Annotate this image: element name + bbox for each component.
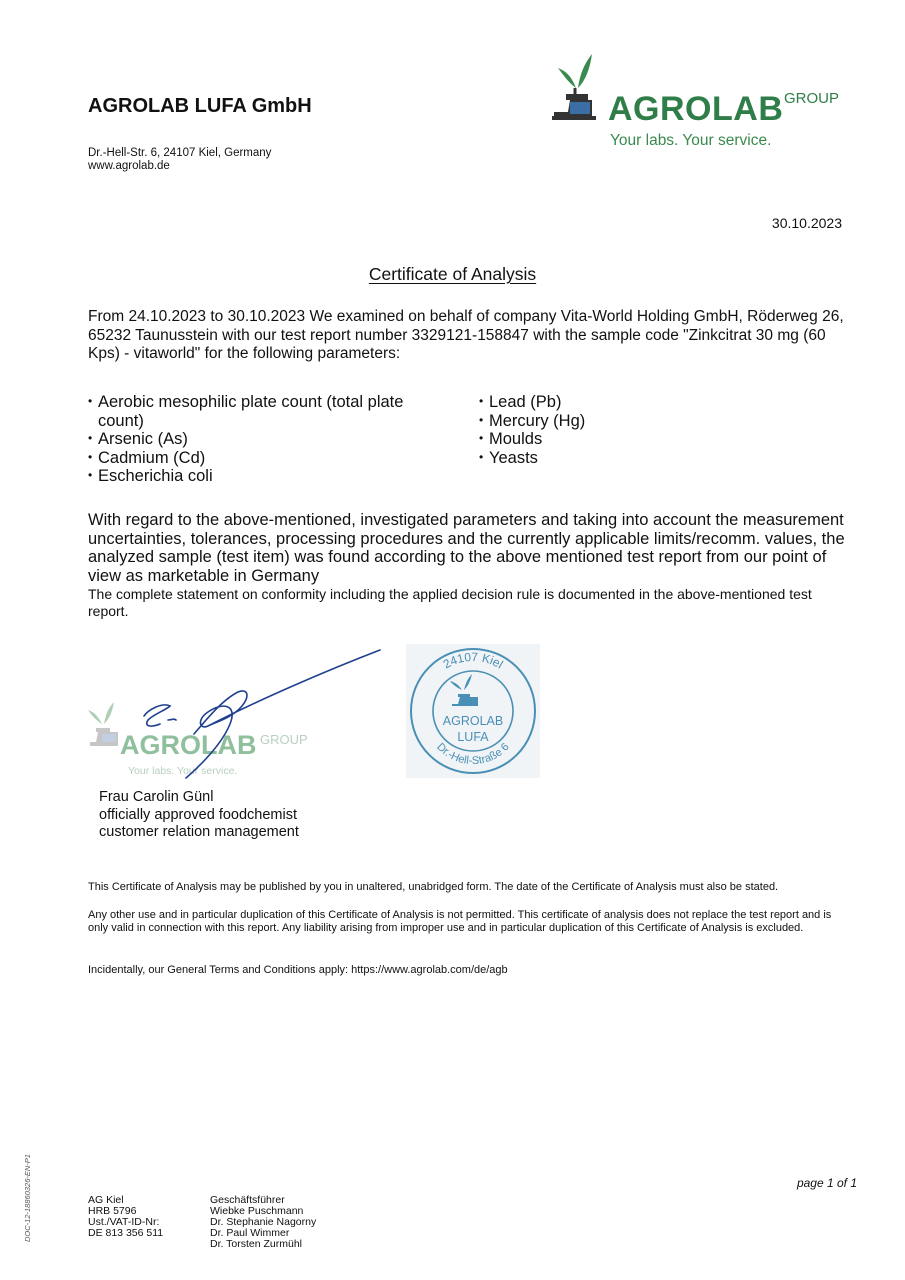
intro-paragraph: From 24.10.2023 to 30.10.2023 We examined on behalf of company Vita-World Holding GmbH, Röderweg 26, 65232 Taunusstein with our test report number 3329121-158847 with the sample code "Zinkcitrat 30 mg (60 Kps) - vitaworld" for the following parameters: <box>88 308 844 362</box>
parameter-item: • Moulds <box>479 430 779 449</box>
address-street: Dr.-Hell-Str. 6, 24107 Kiel, Germany <box>88 147 272 159</box>
duplication-note: Any other use and in particular duplication of this Certificate of Analysis is not permitted. This certificate of analysis does not replace the test report and is only valid in connection with this report. Any liability arising from improper use and in particular duplication of this Certificate of Analysis is excluded. <box>88 909 832 934</box>
footer-line: HRB 5796 <box>88 1205 137 1217</box>
parameter-item: • Lead (Pb) <box>479 393 779 412</box>
footer-line: DE 813 356 511 <box>88 1227 164 1239</box>
logo-group-label: GROUP <box>784 90 840 107</box>
footer-line: Dr. Stephanie Nagorny <box>210 1216 317 1228</box>
conformity-statement: With regard to the above-mentioned, investigated parameters and taking into account the measurement uncertainties, tolerances, processing procedures and the currently applicable limits/recomm. values, the analyzed sample (test item) was found according to the above mentioned test report from our point of view as marketable in Germany <box>88 511 845 585</box>
footer-line: Dr. Paul Wimmer <box>210 1227 290 1239</box>
agrolab-group-logo <box>548 50 868 155</box>
terms-note: Incidentally, our General Terms and Conditions apply: https://www.agrolab.com/de/agb <box>88 964 508 976</box>
parameter-item: • Cadmium (Cd) <box>88 449 448 468</box>
address-website: www.agrolab.de <box>88 160 170 172</box>
company-address <box>88 147 271 173</box>
footer-line: Wiebke Puschmann <box>210 1205 304 1217</box>
parameter-column-right <box>479 393 779 467</box>
document-id <box>23 1150 37 1250</box>
footer-line: Ust./VAT-ID-Nr: <box>88 1216 160 1228</box>
signatory-department: customer relation management <box>99 824 299 840</box>
stamp-top-text: 24107 Kiel <box>440 649 506 672</box>
logo-wordmark: AGROLAB <box>608 90 784 128</box>
parameter-column-left <box>88 393 448 486</box>
signatory-info <box>99 789 299 842</box>
lab-plant-icon <box>548 50 608 128</box>
signatory-name: Frau Carolin Günl <box>99 789 214 805</box>
watermark-tagline: Your labs. Your service. <box>128 765 238 777</box>
document-title-text: Certificate of Analysis <box>368 264 537 284</box>
watermark-wordmark: AGROLAB <box>120 730 257 760</box>
footer-registration <box>88 1195 163 1239</box>
logo-tagline: Your labs. Your service. <box>610 132 772 149</box>
official-stamp <box>406 644 540 778</box>
document-id-text: DOC-12-18860326-EN-P1 <box>23 1154 32 1242</box>
stamp-center-line1: AGROLAB <box>442 714 504 728</box>
footer-line: Dr. Torsten Zurmühl <box>210 1238 303 1250</box>
watermark-group-label: GROUP <box>260 732 308 747</box>
document-title <box>0 264 905 285</box>
parameter-item: • Escherichia coli <box>88 467 448 486</box>
signature-block <box>88 640 388 780</box>
company-name: AGROLAB LUFA GmbH <box>88 95 312 117</box>
footer-line: Geschäftsführer <box>210 1194 285 1206</box>
certificate-date: 30.10.2023 <box>771 215 842 231</box>
parameter-item: • Yeasts <box>479 449 779 468</box>
signatory-role: officially approved foodchemist <box>99 806 298 823</box>
watermark-logo <box>88 640 388 780</box>
watermark-plant-icon <box>88 702 118 746</box>
stamp-bottom-text: Dr.-Hell-Straße 6 <box>434 740 512 768</box>
parameter-item: • Arsenic (As) <box>88 430 448 449</box>
footer-line: AG Kiel <box>88 1194 124 1206</box>
parameter-item: • Mercury (Hg) <box>479 412 779 431</box>
page-number: page 1 of 1 <box>796 1176 857 1190</box>
conformity-note: The complete statement on conformity including the applied decision rule is documented in the above-mentioned test report. <box>88 586 812 619</box>
footer-management <box>210 1195 316 1250</box>
publication-note: This Certificate of Analysis may be published by you in unaltered, unabridged form. The date of the Certificate of Analysis must also be stated. <box>88 881 779 893</box>
parameter-item: • Aerobic mesophilic plate count (total plate count) <box>88 393 448 430</box>
stamp-center-line2: LUFA <box>457 730 489 744</box>
